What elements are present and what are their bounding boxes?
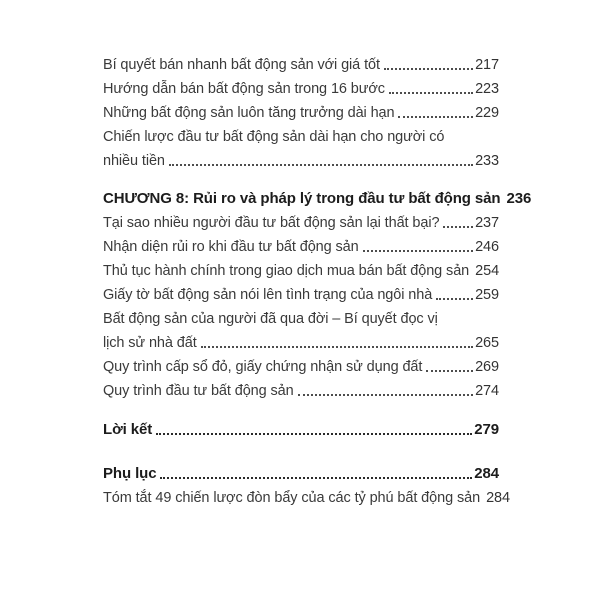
toc-page-number: 284: [474, 465, 499, 482]
dot-leader: [156, 433, 472, 435]
toc-section-selling-strategies: [103, 53, 499, 173]
toc-entry-title: Những bất động sản luôn tăng trưởng dài hạn: [103, 105, 395, 121]
toc-entry-title: Phụ lục: [103, 465, 157, 482]
toc-row: [103, 486, 510, 510]
toc-entry-title: Tóm tắt 49 chiến lược đòn bẩy của các tỷ phú bất động sản: [103, 490, 481, 506]
toc-row: [103, 77, 499, 101]
dot-leader: [426, 370, 473, 372]
toc-page-number: 236: [506, 190, 532, 207]
toc-row: [103, 379, 499, 403]
toc-row: [103, 125, 499, 149]
dot-leader: [363, 250, 473, 252]
dot-leader: [384, 68, 473, 70]
toc-entry-title: Nhận diện rủi ro khi đầu tư bất động sản: [103, 239, 359, 255]
toc-row: [103, 259, 499, 283]
dot-leader: [398, 116, 473, 118]
toc-row: [103, 331, 499, 355]
toc: [103, 53, 532, 510]
dot-leader: [389, 92, 473, 94]
toc-row: [103, 101, 499, 125]
toc-row: [103, 211, 499, 235]
toc-page-number: 269: [475, 359, 499, 375]
toc-entry-title: Hướng dẫn bán bất động sản trong 16 bước: [103, 81, 385, 97]
toc-page-number: 246: [475, 239, 499, 255]
toc-entry-title: lịch sử nhà đất: [103, 335, 197, 351]
toc-page-number: 284: [486, 490, 510, 506]
toc-page-number: 254: [475, 263, 500, 279]
toc-entry-title: Quy trình đầu tư bất động sản: [103, 383, 294, 399]
toc-entry-title: Tại sao nhiều người đầu tư bất động sản lại thất bại?: [103, 215, 440, 231]
toc-entry-title: Lời kết: [103, 421, 153, 438]
toc-entry-title: Chiến lược đầu tư bất động sản dài hạn cho người có: [103, 129, 445, 145]
dot-leader: [169, 164, 473, 166]
toc-page-number: 274: [475, 383, 499, 399]
toc-heading-row: [103, 187, 532, 211]
toc-page-number: 217: [475, 57, 499, 73]
toc-row: [103, 307, 499, 331]
toc-entry-title: Quy trình cấp sổ đỏ, giấy chứng nhận sử dụng đất: [103, 359, 423, 375]
toc-entry-title: nhiều tiền: [103, 153, 165, 169]
toc-entry-title: Thủ tục hành chính trong giao dịch mua bán bất động sản: [103, 263, 470, 279]
toc-page-number: 223: [475, 81, 499, 97]
toc-heading-row: [103, 418, 499, 442]
toc-page-number: 237: [475, 215, 499, 231]
toc-page-number: 279: [474, 421, 499, 438]
toc-page-number: 233: [475, 153, 499, 169]
toc-page-number: 259: [475, 287, 499, 303]
dot-leader: [436, 298, 473, 300]
toc-section-chapter-8: [103, 187, 532, 403]
toc-entry-title: Bí quyết bán nhanh bất động sản với giá tốt: [103, 57, 380, 73]
dot-leader: [298, 394, 473, 396]
toc-entry-title: Bất động sản của người đã qua đời – Bí quyết đọc vị: [103, 311, 438, 327]
toc-page-number: 229: [475, 105, 499, 121]
toc-row: [103, 149, 499, 173]
toc-row: [103, 355, 499, 379]
toc-page-number: 265: [475, 335, 499, 351]
toc-entry-title: Giấy tờ bất động sản nói lên tình trạng của ngôi nhà: [103, 287, 433, 303]
dot-leader: [201, 346, 473, 348]
toc-section-phu-luc: [103, 462, 510, 510]
toc-row: [103, 235, 499, 259]
toc-section-loi-ket: [103, 418, 499, 442]
toc-heading-row: [103, 462, 499, 486]
toc-row: [103, 53, 499, 77]
toc-entry-title: CHƯƠNG 8: Rủi ro và pháp lý trong đầu tư bất động sản: [103, 190, 501, 207]
dot-leader: [443, 226, 473, 228]
dot-leader: [160, 477, 472, 479]
toc-row: [103, 283, 499, 307]
